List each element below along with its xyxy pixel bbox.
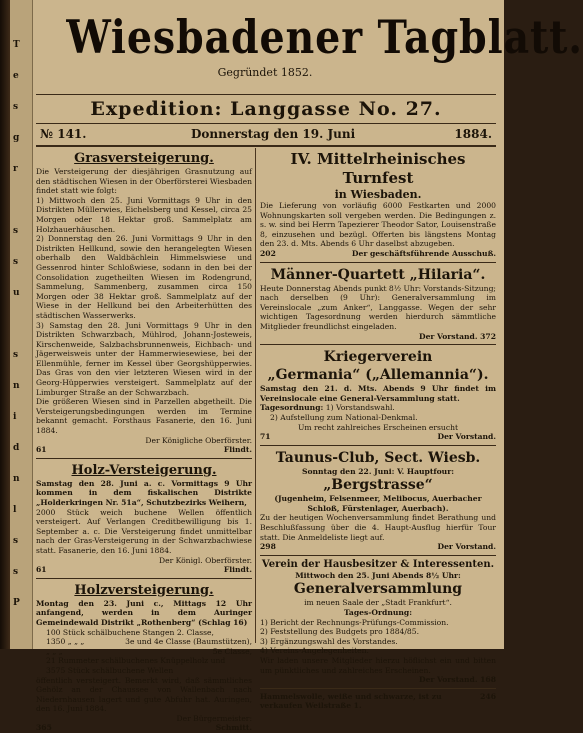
edge-letter: T: [13, 40, 20, 50]
ad-signature: Der Vorstand.: [437, 542, 496, 552]
holz-ad: [36, 462, 252, 575]
edge-letter: s: [13, 350, 19, 360]
expedition-line: Expedition: Langgasse No. 27.: [90, 98, 442, 120]
ad-event: Generalversammlung: [293, 581, 463, 598]
divider: [36, 145, 496, 147]
edge-letter: i: [13, 412, 17, 422]
divider: [260, 555, 496, 556]
gras-ad: [36, 150, 252, 455]
ad-signature-office: Der Königl. Oberförster.: [159, 555, 252, 565]
issue-number: № 141.: [40, 127, 87, 141]
edge-letter: s: [13, 102, 19, 112]
ad-heading: Grasversteigerung.: [74, 151, 214, 166]
newspaper-page: [10, 0, 583, 733]
ad-place: im neuen Saale der „Stadt Frankfurt“.: [304, 598, 452, 608]
divider: [260, 688, 496, 689]
edge-letter: l: [13, 505, 17, 515]
ad-heading: Holzversteigerung.: [74, 582, 214, 598]
ad-date: Sonntag den 22. Juni: V. Hauptfour:: [301, 466, 455, 476]
founded-line: Gegründet 1852.: [217, 66, 313, 79]
ad-number: 372: [480, 331, 496, 341]
ad-heading: Verein der Hausbesitzer & Interessenten.: [261, 558, 495, 570]
agenda-item: 1) Vorstandswahl.: [325, 403, 395, 413]
edge-letter: n: [13, 381, 20, 391]
edge-letter: u: [13, 288, 20, 298]
agenda-item: 3) Ergänzungswahl des Vorstandes.: [260, 636, 398, 646]
ad-text: Die größeren Wiesen sind in Parzellen abgetheilt. Die Versteigerungsbedingungen werden im Termine bekannt gemacht. Forsthaus Fasanerie, den 16. Juni 1884.: [36, 397, 252, 436]
ad-text: Die Versteigerung der diesjährigen Grasnutzung auf den städtischen Wiesen in der Oberförsterei Wiesbaden findet statt wie folgt:: [36, 167, 252, 196]
taunus-ad: [260, 449, 496, 552]
germania-ad: [260, 348, 496, 442]
ad-heading: Taunus-Club, Sect. Wiesb.: [275, 449, 481, 466]
ad-line: 5e Classe,: [212, 646, 252, 656]
dateline: [36, 127, 496, 143]
ad-text: Um recht zahlreiches Erscheinen ersucht: [297, 422, 459, 432]
ad-line: 1350 „ „ „: [46, 637, 85, 647]
ad-text: Zu der heutigen Wochenversammlung findet Berathung und Beschlußfassung über die 4. Haupt-Ausflug hierfür Tour statt. Die Anmeldeliste liegt auf.: [260, 513, 496, 542]
edge-letter: r: [13, 164, 18, 174]
ad-subheading: in Wiesbaden.: [334, 188, 422, 201]
divider: [36, 458, 252, 459]
agenda-item: 1) Bericht der Rechnungs-Prüfungs-Commission.: [260, 617, 449, 627]
ad-text: 2) Donnerstag den 26. Juni Vormittags 9 Uhr in den Distrikten Hellkund, sowie den herangelegten Wiesen oberhalb den Waldbächlein Himmelswiese und Gessenrod hinter Schloßwiese, sodann in den bei der Consolidation zugetheilten Wiesen im Rodengrund, Sammelung, Sammenberg, zusammen circa 150 Morgen oder 38 Hektar groß. Sammelplatz auf der Wiese in der Hellkund bei den Arbeiterhütten des städtischen Wasserwerks.: [36, 234, 252, 320]
right-column: [260, 150, 496, 711]
ad-route: (Jugenheim, Felsenmeer, Melibocus, Auerbacher Schloß, Fürstenlager, Auerbach).: [274, 494, 482, 513]
edge-letter: g: [13, 133, 20, 143]
issue-year: 1884.: [454, 127, 492, 141]
ad-signature-name: Schmitt.: [215, 723, 252, 733]
ad-number: 202: [260, 248, 276, 258]
ad-text: Samstag den 21. d. Mts. Abends 9 Uhr findet im Vereinslocale eine General-Versammlung statt.: [260, 384, 496, 403]
ad-text: Heute Donnerstag Abends punkt 8½ Uhr: Vorstands-Sitzung; nach derselben (9 Uhr): Generalversammlung im Vereinslocale „zum Anker“, Langgasse. Wegen der sehr wichtigen Tagesordnung werden hierdurch sämmtliche Mitglieder freundlichst eingeladen.: [260, 283, 496, 331]
ad-text: Hammelswolle, weiße und schwarze, ist zu verkaufen Weilstraße 1.: [260, 691, 442, 711]
hilaria-ad: [260, 266, 496, 342]
ad-signature: Der Vorstand.: [437, 432, 496, 442]
edge-letter: s: [13, 257, 19, 267]
ad-text: 2000 Stück weich buchene Wellen öffentlich versteigert. Auf Verlangen Creditbewilligung bis 1. September a. c. Die Versteigerung findet unmittelbar nach der Gras-Versteigerung in der Schwarzbachwiese statt. Fasanerie, den 16. Juni 1884.: [36, 507, 252, 555]
ad-date: Mittwoch den 25. Juni Abends 8½ Uhr:: [295, 570, 461, 580]
ad-number: 246: [480, 691, 496, 701]
ad-number: 298: [260, 542, 276, 552]
hausbesitzer-ad: [260, 559, 496, 685]
divider: [260, 344, 496, 345]
classified-ad: [260, 692, 496, 711]
ad-text: öffentlich versteigert. Bemerkt wird, daß sämmtliches Gehölz an der Chaussee von Wallenbach nach Niedernhausen lagert und gute Abfuhr hat. Auringen, den 16. Juni 1884.: [36, 675, 252, 714]
ad-text: Wir laden unsere Mitglieder hierzu höflichst ein und bitten um pünktliches und zahlreiches Erscheinen.: [260, 656, 496, 675]
ad-signature-office: Der Königliche Oberförster.: [145, 435, 252, 445]
ad-heading: Kriegerverein: [323, 349, 433, 366]
masthead: [34, 6, 583, 79]
divider: [36, 578, 252, 579]
ad-heading: Holz-Versteigerung.: [71, 462, 217, 478]
ad-line: 3e und 4e Classe (Baumstützen),: [125, 637, 252, 647]
edge-letter: s: [13, 226, 19, 236]
ad-signature-name: Flindt.: [223, 565, 252, 575]
ad-heading: Männer-Quartett „Hilaria“.: [270, 266, 486, 283]
divider: [260, 445, 496, 446]
edge-letter: d: [13, 443, 20, 453]
turnfest-ad: [260, 150, 496, 259]
agenda-item: 2) Feststellung des Budgets pro 1884/85.: [260, 627, 420, 637]
agenda-item: 4) Vereins-Angelegenheiten.: [260, 646, 369, 656]
ad-tour: „Bergstrasse“: [323, 477, 433, 494]
edge-letter: s: [13, 567, 19, 577]
ad-number: 365: [36, 723, 52, 733]
ad-text: Samstag den 28. Juni a. c. Vormittags 9 Uhr kommen in dem fiskalischen Distrikte „Holderkringen Nr. 51a“, Schutzbezirks Weihern,: [36, 478, 252, 507]
ad-line: „ „ „: [46, 646, 63, 656]
column-separator: [255, 148, 256, 643]
ad-text: 1) Mittwoch den 25. Juni Vormittags 9 Uhr in den Distrikten Müllerwies, Eichelsberg und Kessel, circa 25 Morgen oder 18 Hektar groß. Sammelplatz am Holzhauerhäuschen.: [36, 195, 252, 234]
ad-number: 71: [260, 432, 271, 442]
ad-subheading: „Germania“ („Allemannia“).: [267, 367, 489, 384]
holz2-ad: [36, 582, 252, 733]
ad-signature: Der Vorstand.: [418, 675, 478, 685]
ad-heading: IV. Mittelrheinisches Turnfest: [290, 150, 466, 187]
ad-number: 168: [480, 675, 496, 685]
edge-letter: P: [13, 598, 20, 608]
newspaper-title: Wiesbadener Tagblatt.: [66, 10, 583, 64]
agenda-label: Tages-Ordnung:: [343, 608, 412, 618]
left-column: [36, 150, 252, 733]
ad-text: 3) Samstag den 28. Juni Vormittags 9 Uhr in den Distrikten Schwarzbach, Mühlrod, Johann-Josteweis, Kirschenweide, Salzbachsbrunnenweis, Eichbach- und Jägerweisweis unter der Hammerwiesewiese, bei der Ellenmühle, ferner im Kessel über Georgshüpperwies. Das Gras von den vier letzteren Wiesen wird in der Georg-Hüpperwies versteigert. Sammelplatz auf der Limburger Straße an der Schwarzbach.: [36, 320, 252, 397]
left-page-edge: [10, 0, 33, 649]
issue-date: Donnerstag den 19. Juni: [191, 127, 356, 141]
ad-number: 61: [36, 445, 47, 455]
ad-signature: Der Vorstand.: [418, 331, 478, 341]
ad-signature-name: Flindt.: [223, 445, 252, 455]
ad-line: 100 Stück schälbuchene Stangen 2. Classe,: [46, 627, 214, 637]
book-spine: [0, 0, 10, 649]
ad-line: 21 Rummeter schälbuchenes Knüppelholz und: [46, 656, 226, 666]
ad-signature: Der geschäftsführende Ausschuß.: [351, 248, 496, 258]
ad-text: Montag den 23. Juni c., Mittags 12 Uhr anfangend, werden in dem Auringer Gemeindewald Distrikt „Rothenberg“ (Schlag 16): [36, 598, 252, 627]
divider: [36, 123, 496, 124]
divider: [36, 94, 496, 95]
ad-number: 61: [36, 565, 47, 575]
agenda-label: Tagesordnung:: [260, 403, 324, 413]
ad-signature-office: Der Bürgermeister:: [176, 713, 252, 723]
ad-line: 3575 Stück schälbuchene Wellen: [46, 665, 174, 675]
edge-letter: s: [13, 536, 19, 546]
edge-letter: e: [13, 71, 19, 81]
agenda-item: 2) Aufstellung zum National-Denkmal.: [270, 412, 418, 422]
ad-text: Die Lieferung von vorläufig 6000 Festkarten und 2000 Wohnungskarten soll vergeben werden. Die Bedingungen z. s. w. sind bei Herrn Tapezierer Theodor Sator, Louisenstraße 8, einzusehen und bezügl. Offerten bis längstens Montag den 23. d. Mts. Abends 6 Uhr daselbst abzugeben.: [260, 201, 496, 249]
divider: [260, 262, 496, 263]
edge-letter: n: [13, 474, 20, 484]
